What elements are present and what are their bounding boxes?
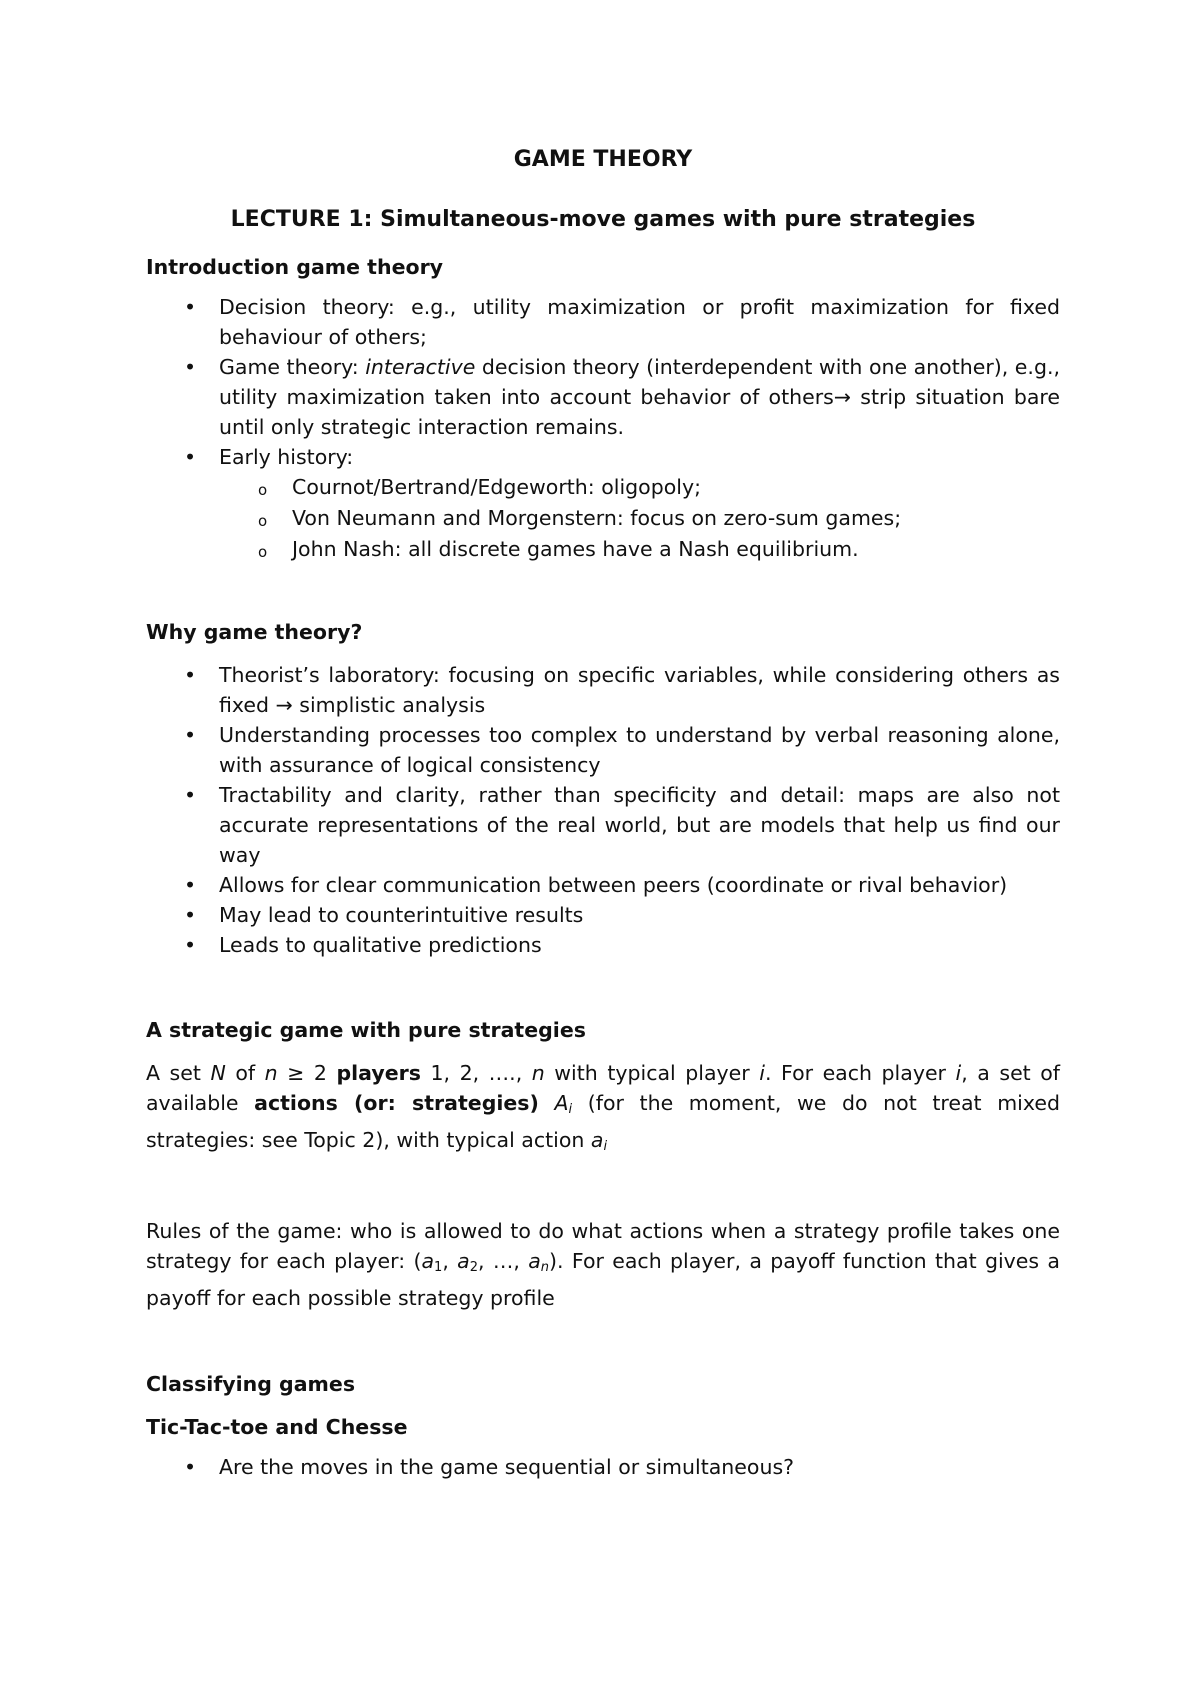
paragraph-rules-of-game	[146, 1216, 1060, 1313]
text-run	[539, 1091, 555, 1115]
math-a: a	[590, 1128, 604, 1152]
math-n: n	[531, 1061, 545, 1085]
text-run: Game theory:	[219, 355, 366, 379]
bullet-game-theory	[146, 352, 1060, 442]
math-i: i	[955, 1061, 962, 1085]
document-content	[146, 140, 1060, 1482]
section-heading-classifying-games: Classifying games	[146, 1372, 356, 1396]
bullet-communication: • Allows for clear communication between peers (coordinate or rival behavior)	[146, 870, 1060, 900]
math-N: N	[210, 1061, 226, 1085]
text-run: 1, 2, ….,	[420, 1061, 532, 1085]
bullet-understanding-processes: • Understanding processes too complex to understand by verbal reasoning alone, with assurance of logical consistency	[146, 720, 1060, 780]
math-subscript-i: i	[603, 1139, 608, 1154]
why-bullet-list	[146, 660, 1060, 960]
section-heading-why-game-theory: Why game theory?	[146, 620, 363, 644]
lecture-title: LECTURE 1: Simultaneous-move games with pure strategies	[230, 207, 976, 232]
text-run: , …,	[478, 1249, 529, 1273]
bullet-early-history: • Early history:	[146, 442, 1060, 472]
early-history-sublist	[146, 472, 1060, 565]
bold-players: players	[336, 1061, 421, 1085]
math-i: i	[759, 1061, 765, 1085]
math-a: a	[421, 1249, 435, 1273]
subheading-tic-tac-toe: Tic-Tac-toe and Chesse	[146, 1415, 408, 1439]
text-run: . For each player	[764, 1061, 956, 1085]
text-run: ≥ 2	[277, 1061, 337, 1085]
arrow-right-icon: →	[833, 385, 852, 409]
text-run: , a set of available	[146, 1061, 1061, 1115]
text-run: of	[225, 1061, 265, 1085]
text-run: decision theory (interdependent with one another), e.g., utility maximization taken into account behavior of others	[219, 355, 1060, 409]
arrow-right-icon: →	[275, 693, 293, 717]
bullet-counterintuitive: • May lead to counterintuitive results	[146, 900, 1060, 930]
section-heading-strategic-game: A strategic game with pure strategies	[146, 1018, 586, 1042]
text-run: A set	[146, 1061, 211, 1085]
text-run: with typical player	[544, 1061, 760, 1085]
text-run: simplistic analysis	[292, 693, 486, 717]
paragraph-players-actions	[146, 1058, 1060, 1162]
math-a: a	[457, 1249, 470, 1273]
emphasis-interactive: interactive	[365, 355, 476, 379]
math-subscript-i: i	[568, 1102, 573, 1117]
bold-actions: actions (or: strategies)	[254, 1091, 539, 1115]
text-run: (for the moment, we do not treat mixed strategies: see Topic 2), with typical action	[146, 1091, 1060, 1152]
bullet-sequential-simultaneous: • Are the moves in the game sequential or simultaneous?	[146, 1452, 1060, 1482]
math-subscript-1: 1	[434, 1260, 443, 1275]
text-run: strip situation bare until only strategic interaction remains.	[219, 385, 1060, 439]
sub-item-nash: o John Nash: all discrete games have a Nash equilibrium.	[146, 534, 1060, 565]
bullet-decision-theory: • Decision theory: e.g., utility maximization or profit maximization for fixed behaviour of others;	[146, 292, 1060, 352]
classifying-bullet-list	[146, 1452, 1060, 1482]
math-A: A	[554, 1091, 569, 1115]
bullet-qualitative: • Leads to qualitative predictions	[146, 930, 1060, 960]
text-run: ,	[442, 1249, 458, 1273]
math-n: n	[264, 1061, 278, 1085]
math-subscript-n: n	[540, 1260, 550, 1275]
intro-bullet-list	[146, 292, 1060, 472]
sub-item-cournot: o Cournot/Bertrand/Edgeworth: oligopoly;	[146, 472, 1060, 503]
text-run: Rules of the game: who is allowed to do what actions when a strategy profile takes one strategy for each player: (	[146, 1219, 1060, 1273]
math-subscript-2: 2	[469, 1260, 479, 1275]
text-run: ). For each player, a payoff function that gives a payoff for each possible strategy profile	[146, 1249, 1060, 1310]
bullet-theorists-laboratory	[146, 660, 1060, 720]
sub-item-von-neumann: o Von Neumann and Morgenstern: focus on zero-sum games;	[146, 503, 1060, 534]
bullet-tractability: • Tractability and clarity, rather than specificity and detail: maps are also not accurate representations of the real world, but are models that help us find our way	[146, 780, 1060, 870]
text-run: Theorist’s laboratory: focusing on specific variables, while considering others as fixed	[219, 663, 1060, 717]
page-title: GAME THEORY	[513, 147, 693, 172]
section-heading-introduction: Introduction game theory	[146, 255, 444, 279]
math-a: a	[528, 1249, 541, 1273]
